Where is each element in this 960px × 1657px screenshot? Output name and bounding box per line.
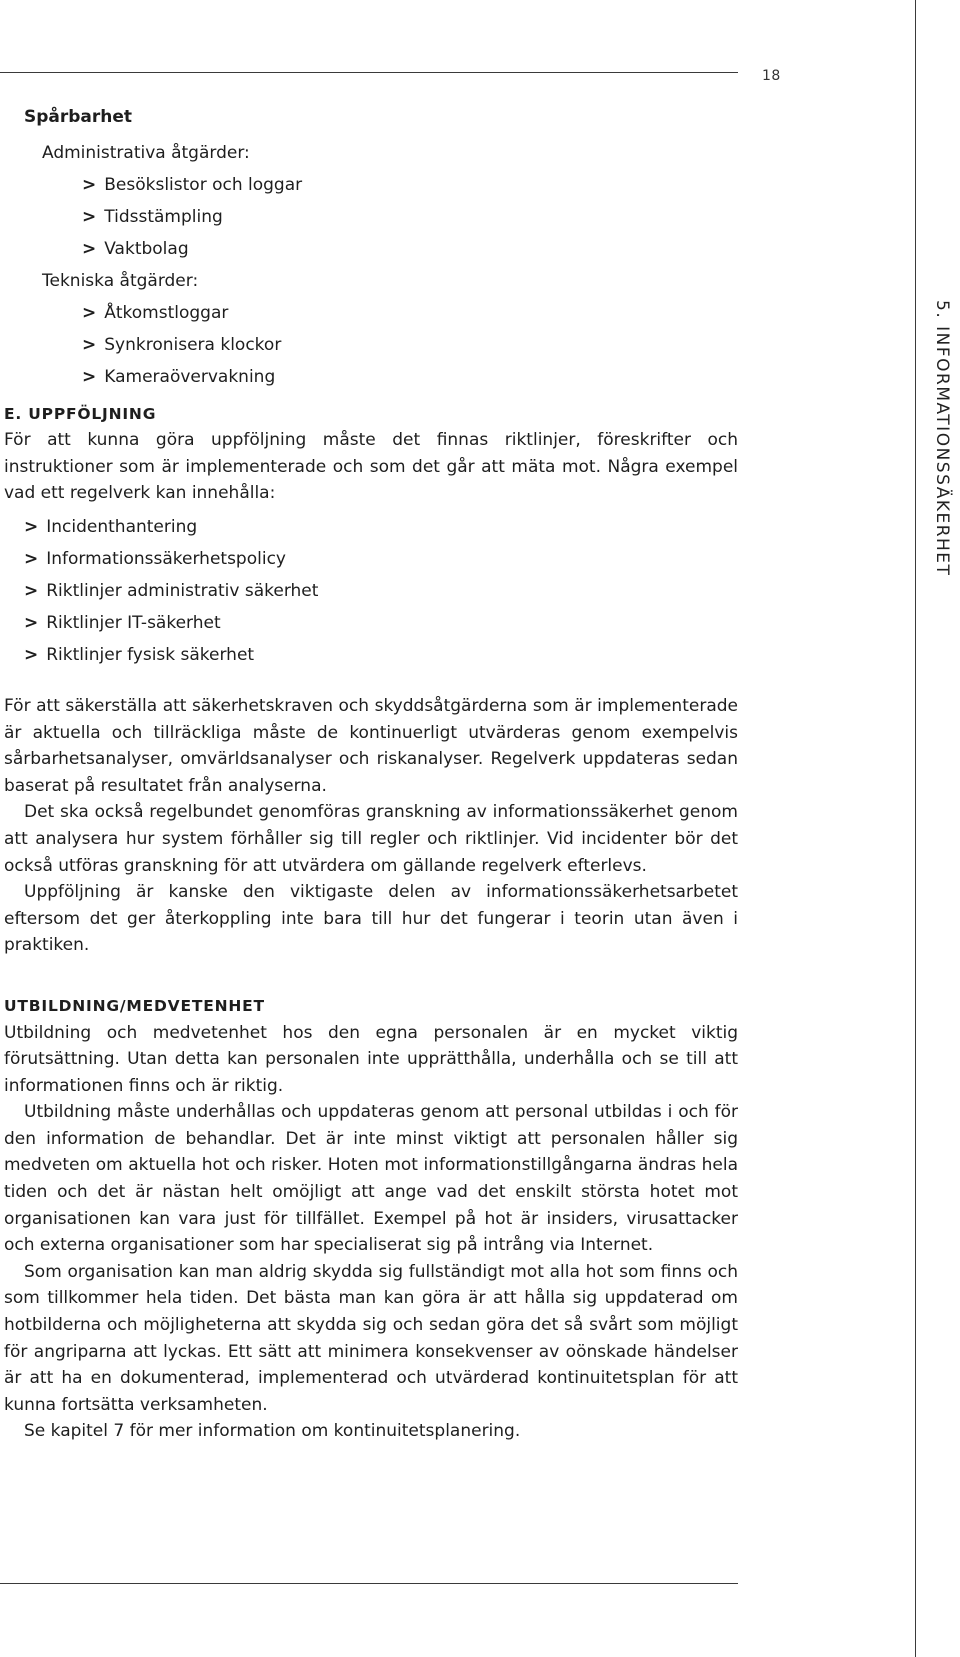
bullet-arrow: > — [82, 334, 97, 355]
list-item: > Kameraövervakning — [82, 366, 276, 387]
bullet-arrow: > — [82, 366, 97, 387]
bullet-arrow: > — [24, 612, 39, 633]
uppfoljning-heading: E. UPPFÖLJNING — [4, 404, 157, 423]
margin-rule-vertical — [915, 0, 916, 1657]
group-heading-administrative: Administrativa åtgärder: — [42, 142, 250, 163]
list-item: > Tidsstämpling — [82, 206, 223, 227]
utbildning-heading: UTBILDNING/MEDVETENHET — [4, 996, 265, 1015]
bullet-arrow: > — [82, 174, 97, 195]
uppfoljning-section — [4, 401, 738, 959]
uppfoljning-intro: För att kunna göra uppföljning måste det finnas riktlinjer, föreskrifter och instruktioner som är implementerade och som det går att mäta mot. Några exempel vad ett regelverk kan innehålla: — [4, 430, 738, 504]
page-content — [4, 104, 738, 1445]
bullet-arrow: > — [82, 302, 97, 323]
header-rule — [0, 72, 738, 73]
list-item: > Incidenthantering — [24, 516, 198, 537]
bullet-arrow: > — [82, 238, 97, 259]
list-item: > Synkronisera klockor — [82, 334, 282, 355]
list-item: > Riktlinjer fysisk säkerhet — [24, 644, 255, 665]
bullet-arrow: > — [24, 644, 39, 665]
sparbarhet-section — [4, 104, 738, 393]
list-item: > Besökslistor och loggar — [82, 174, 303, 195]
body-paragraph: Se kapitel 7 för mer information om kontinuitetsplanering. — [24, 1421, 521, 1442]
technical-list — [24, 297, 738, 393]
utbildning-section — [4, 993, 738, 1445]
list-item: > Riktlinjer IT-säkerhet — [24, 612, 221, 633]
chapter-side-tab: 5. INFORMATIONSSÄKERHET — [932, 300, 952, 577]
body-paragraph: Utbildning måste underhållas och uppdateras genom att personal utbildas i och för den information de behandlar. Det är inte minst viktigt att personalen håller sig medveten om aktuella hot och risker. Hoten mot informationstillgångarna ändras hela tiden och det är nästan helt omöjligt att ange vad det enskilt största hotet mot organisationen kan vara just för tillfället. Exempel på hot är insiders, virusattacker och externa organisationer som har specialiserat sig på intrång via Internet. — [4, 1102, 738, 1256]
body-paragraph: Uppföljning är kanske den viktigaste delen av informationssäkerhetsarbetet eftersom det ger återkoppling inte bara till hur det fungerar i teorin utan även i praktiken. — [4, 882, 738, 956]
list-item: > Informationssäkerhetspolicy — [24, 548, 286, 569]
body-paragraph: Som organisation kan man aldrig skydda sig fullständigt mot alla hot som finns och som tillkommer hela tiden. Det bästa man kan göra är att hålla sig uppdaterad om hotbilderna och möjligheterna att skydda sig och sedan göra det så svårt som möjligt för angriparna att lyckas. Ett sätt att minimera konsekvenser av oönskade händelser är att ha en dokumenterad, implementerad och utvärderad kontinuitetsplan för att kunna fortsätta verksamheten. — [4, 1261, 738, 1415]
list-item: > Vaktbolag — [82, 238, 189, 259]
list-item: > Åtkomstloggar — [82, 302, 229, 323]
body-paragraph: Utbildning och medvetenhet hos den egna personalen är en mycket viktig förutsättning. Utan detta kan personalen inte upprätthålla, underhålla och se till att informationen finns och är riktig. — [4, 1022, 738, 1096]
sparbarhet-title: Spårbarhet — [24, 107, 133, 127]
bullet-arrow: > — [24, 580, 39, 601]
footer-rule — [0, 1583, 738, 1584]
bullet-arrow: > — [24, 516, 39, 537]
body-paragraph: För att säkerställa att säkerhetskraven och skyddsåtgärderna som är implementerade är aktuella och tillräckliga måste de kontinuerligt utvärderas genom exempelvis sårbarhetsanalyser, omvärldsanalyser och riskanalyser. Regelverk uppdateras sedan baserat på resultatet från analyserna. — [4, 695, 738, 796]
group-heading-technical: Tekniska åtgärder: — [42, 270, 199, 291]
page-number: 18 — [762, 68, 781, 84]
bullet-arrow: > — [24, 548, 39, 569]
bullet-arrow: > — [82, 206, 97, 227]
regelverk-list — [4, 511, 738, 671]
administrative-list — [24, 169, 738, 265]
body-paragraph: Det ska också regelbundet genomföras granskning av informationssäkerhet genom att analysera hur system förhåller sig till regler och riktlinjer. Vid incidenter bör det också utföras granskning för att utvärdera om gällande regelverk efterlevs. — [4, 802, 738, 876]
list-item: > Riktlinjer administrativ säkerhet — [24, 580, 319, 601]
